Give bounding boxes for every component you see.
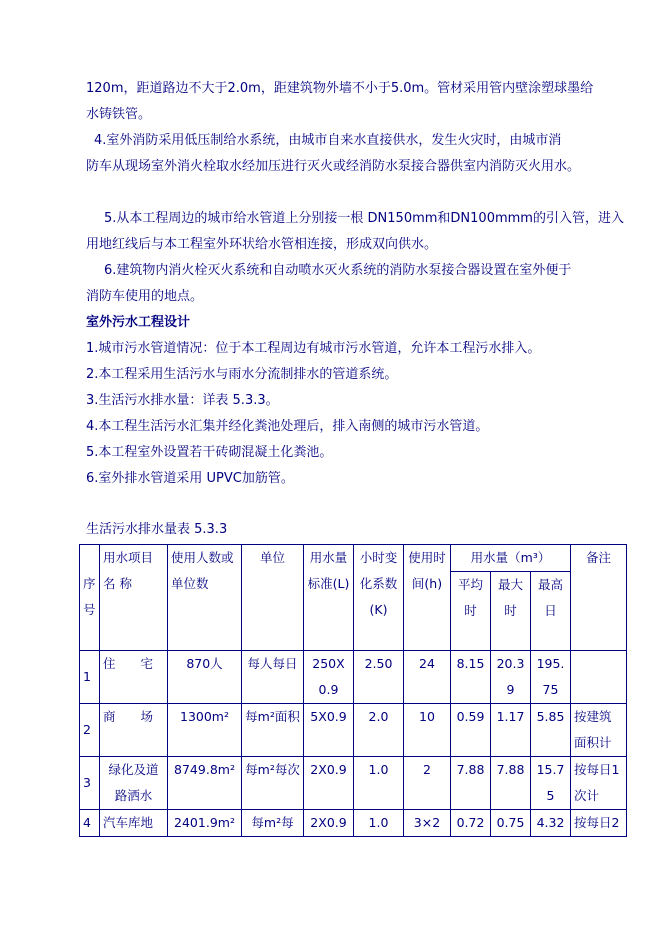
cell-seq: 4 (80, 810, 100, 837)
paragraph-line: 消防车使用的地点。 (86, 289, 204, 304)
paragraph-line: 防车从现场室外消火栓取水经加压进行灭火或经消防水泵接合器供室内消防灭火用水。 (86, 159, 581, 174)
cell-max: 20.39 (491, 651, 531, 704)
header-factor: 小时变化系数(K) (354, 545, 404, 651)
table-header-row (80, 545, 627, 572)
header-unit: 单位 (242, 545, 304, 651)
cell-peak: 195.75 (531, 651, 571, 704)
cell-standard: 2X0.9 (304, 810, 354, 837)
cell-avg: 0.59 (451, 704, 491, 757)
cell-remark: 按建筑面积计 (571, 704, 627, 757)
cell-max: 7.88 (491, 757, 531, 810)
cell-max: 0.75 (491, 810, 531, 837)
paragraph-line: 4.室外消防采用低压制给水系统，由城市自来水直接供水，发生火灾时，由城市消 (94, 133, 562, 148)
section-title: 室外污水工程设计 (86, 315, 191, 330)
table-caption: 生活污水排水量表 5.3.3 (86, 522, 228, 537)
header-remark: 备注 (571, 545, 627, 651)
cell-seq: 3 (80, 757, 100, 810)
cell-peak: 15.75 (531, 757, 571, 810)
paragraph-line: 用地红线后与本工程室外环状给水管相连接，形成双向供水。 (86, 237, 438, 252)
table-row (80, 757, 627, 810)
cell-peak: 4.32 (531, 810, 571, 837)
header-seq: 序号 (80, 545, 100, 651)
cell-avg: 0.72 (451, 810, 491, 837)
cell-max: 1.17 (491, 704, 531, 757)
cell-avg: 8.15 (451, 651, 491, 704)
cell-factor: 2.0 (354, 704, 404, 757)
cell-unit: 每m²每 (242, 810, 304, 837)
list-item: 3.生活污水排水量：详表 5.3.3。 (86, 393, 279, 408)
cell-remark: 按每日2 (571, 810, 627, 837)
list-item: 5.本工程室外设置若干砖砌混凝土化粪池。 (86, 445, 333, 460)
cell-hours: 24 (404, 651, 451, 704)
cell-standard: 5X0.9 (304, 704, 354, 757)
cell-hours: 3×2 (404, 810, 451, 837)
paragraph-line: 120m，距道路边不大于2.0m，距建筑物外墙不小于5.0m。管材采用管内壁涂塑球墨给 (86, 81, 594, 96)
cell-peak: 5.85 (531, 704, 571, 757)
cell-seq: 1 (80, 651, 100, 704)
cell-seq: 2 (80, 704, 100, 757)
table-row (80, 810, 627, 837)
header-hours: 使用时间(h) (404, 545, 451, 651)
cell-item: 住 宅 (100, 651, 168, 704)
header-water-group: 用水量（m³） (451, 545, 571, 572)
cell-users: 1300m² (168, 704, 242, 757)
cell-hours: 10 (404, 704, 451, 757)
header-avg: 平均时 (451, 572, 491, 651)
list-item: 6.室外排水管道采用 UPVC加筋管。 (86, 471, 294, 486)
cell-avg: 7.88 (451, 757, 491, 810)
table-row (80, 651, 627, 704)
cell-item: 绿化及道路洒水 (100, 757, 168, 810)
cell-users: 2401.9m² (168, 810, 242, 837)
cell-standard: 2X0.9 (304, 757, 354, 810)
paragraph-line: 6.建筑物内消火栓灭火系统和自动喷水灭火系统的消防水泵接合器设置在室外便于 (104, 263, 572, 278)
list-item: 4.本工程生活污水汇集并经化粪池处理后，排入南侧的城市污水管道。 (86, 419, 489, 434)
cell-item: 汽车库地 (100, 810, 168, 837)
cell-unit: 每m²面积 (242, 704, 304, 757)
cell-item: 商 场 (100, 704, 168, 757)
header-users: 使用人数或单位数 (168, 545, 242, 651)
cell-factor: 2.50 (354, 651, 404, 704)
cell-users: 8749.8m² (168, 757, 242, 810)
cell-remark (571, 651, 627, 704)
header-standard: 用水量标准(L) (304, 545, 354, 651)
list-item: 2.本工程采用生活污水与雨水分流制排水的管道系统。 (86, 367, 398, 382)
header-max: 最大时 (491, 572, 531, 651)
paragraph-line: 水铸铁管。 (86, 107, 152, 122)
cell-hours: 2 (404, 757, 451, 810)
paragraph-line: 5.从本工程周边的城市给水管道上分别接一根 DN150mm和DN100mmm的引入管，进入 (104, 211, 624, 226)
sewage-table (79, 544, 627, 837)
header-item: 用水项目 名 称 (100, 545, 168, 651)
cell-standard: 250X0.9 (304, 651, 354, 704)
cell-factor: 1.0 (354, 757, 404, 810)
cell-unit: 每m²每次 (242, 757, 304, 810)
cell-unit: 每人每日 (242, 651, 304, 704)
cell-remark: 按每日1次计 (571, 757, 627, 810)
table-row (80, 704, 627, 757)
header-peak: 最高日 (531, 572, 571, 651)
cell-factor: 1.0 (354, 810, 404, 837)
cell-users: 870人 (168, 651, 242, 704)
list-item: 1.城市污水管道情况：位于本工程周边有城市污水管道，允许本工程污水排入。 (86, 341, 541, 356)
